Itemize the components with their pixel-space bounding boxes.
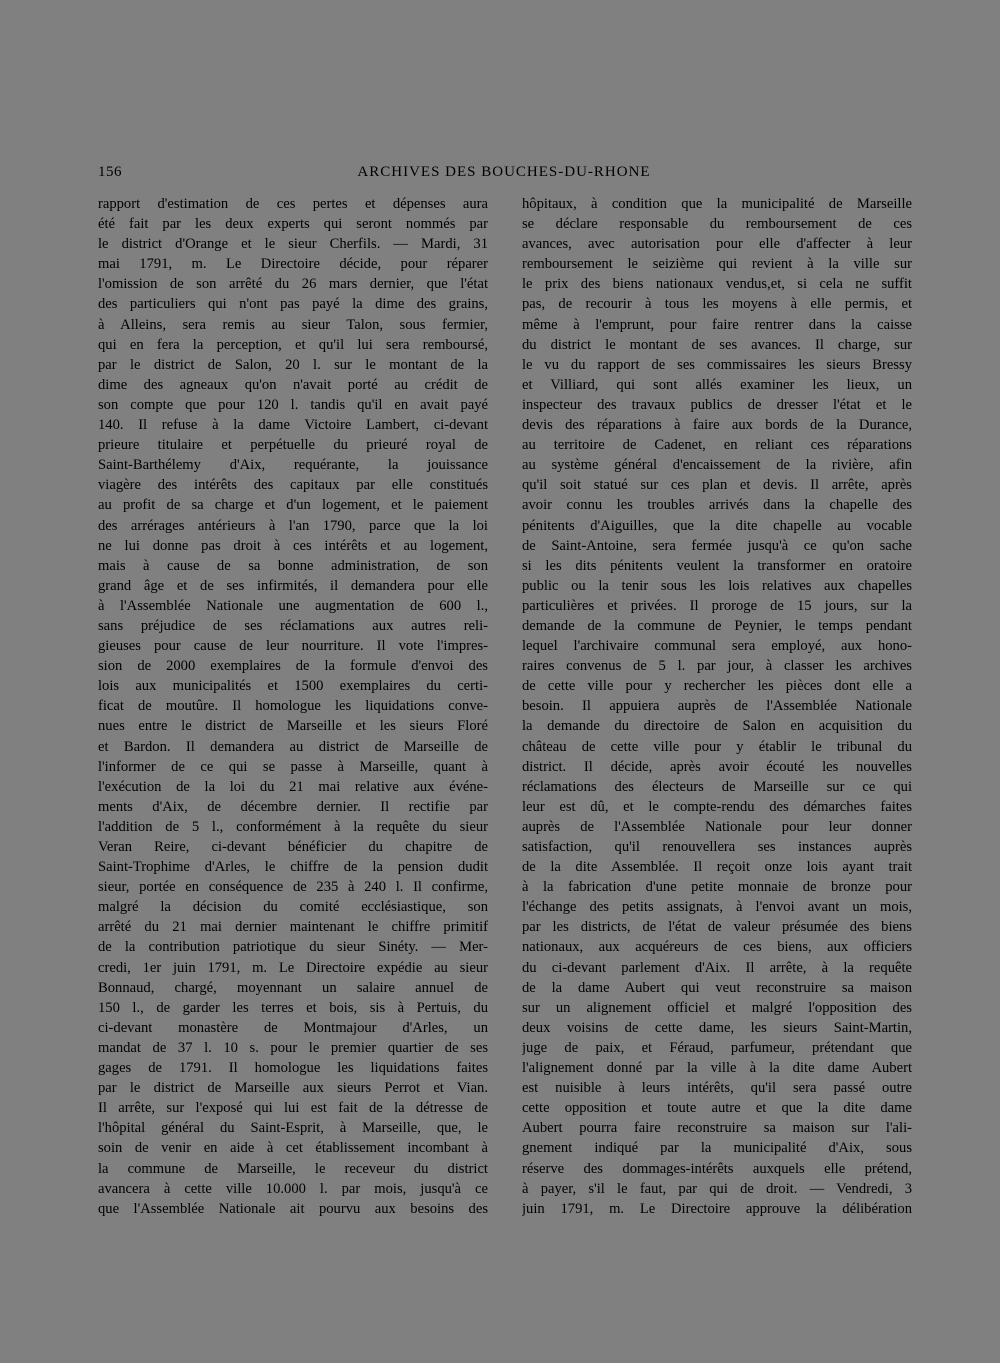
- text-line: credi, 1er juin 1791, m. Le Directoire expédie au sieur: [98, 959, 488, 976]
- text-line: lois aux municipalités et 1500 exemplaires du certi-: [98, 678, 488, 695]
- text-line: même à l'emprunt, pour faire rentrer dans la caisse: [522, 316, 912, 333]
- text-line: grand âge et de ses infirmités, il demandera pour elle: [98, 577, 488, 594]
- text-line: sans préjudice de ses réclamations aux autres reli-: [98, 617, 488, 634]
- running-title: ARCHIVES DES BOUCHES-DU-RHONE: [357, 164, 651, 180]
- text-line: juge de paix, et Féraud, parfumeur, prétendant que: [522, 1039, 912, 1056]
- text-line: réclamations des électeurs de Marseille sur ce qui: [522, 778, 912, 795]
- text-line: remboursement le seizième qui revient à la ville sur: [522, 256, 912, 273]
- text-line: nues entre le district de Marseille et les sieurs Floré: [98, 718, 488, 735]
- text-line: des arrérages antérieurs à l'an 1790, parce que la loi: [98, 517, 488, 534]
- text-line: l'omission de son arrêté du 26 mars dernier, que l'état: [98, 276, 488, 293]
- text-line: le district d'Orange et le sieur Cherfils. — Mardi, 31: [98, 236, 488, 253]
- text-line: gages de 1791. Il homologue les liquidations faites: [98, 1060, 488, 1077]
- text-line: sion de 2000 exemplaires de la formule d'envoi des: [98, 658, 488, 675]
- text-line: sieur, portée en conséquence de 235 à 240 l. Il confirme,: [98, 879, 488, 896]
- text-line: ficat de moutûre. Il homologue les liquidations conve-: [98, 698, 488, 715]
- text-line: de la dame Aubert qui veut reconstruire sa maison: [522, 979, 912, 996]
- text-line: des particuliers qui n'ont pas payé la dime des grains,: [98, 296, 488, 313]
- text-line: mai 1791, m. Le Directoire décide, pour réparer: [98, 256, 488, 273]
- text-line: l'échange des petits assignats, à l'envoi avant un mois,: [522, 899, 912, 916]
- text-line: sur un alignement officiel et malgré l'opposition des: [522, 999, 912, 1016]
- text-line: au territoire de Cadenet, en reliant ces réparations: [522, 437, 912, 454]
- text-line: gieuses pour cause de leur nourriture. Il vote l'impres-: [98, 638, 488, 655]
- text-line: qui en fera la perception, et qu'il lui sera remboursé,: [98, 336, 488, 353]
- text-line: hôpitaux, à condition que la municipalité de Marseille: [522, 196, 912, 212]
- text-line: par le district de Salon, 20 l. sur le montant de la: [98, 356, 488, 373]
- text-line: est nuisible à leurs intérêts, qu'il sera passé outre: [522, 1080, 912, 1097]
- left-text-column: [98, 194, 488, 1219]
- text-line: particulières et privées. Il proroge de 15 jours, sur la: [522, 597, 912, 614]
- text-line: si les dits pénitents veulent la transformer en oratoire: [522, 557, 912, 574]
- text-line: du ci-devant parlement d'Aix. Il arrête, à la requête: [522, 959, 912, 976]
- text-line: réserve des dommages-intérêts auxquels elle prétend,: [522, 1160, 912, 1177]
- text-line: gnement indiqué par la municipalité d'Aix, sous: [522, 1140, 912, 1157]
- text-line: la commune de Marseille, le receveur du district: [98, 1160, 488, 1177]
- page-number: 156: [98, 164, 122, 180]
- text-line: viagère des intérêts des capitaux par elle constitués: [98, 477, 488, 494]
- text-line: rapport d'estimation de ces pertes et dépenses aura: [98, 196, 488, 212]
- text-line: l'informer de ce qui se passe à Marseille, quant à: [98, 758, 488, 775]
- text-line: juin 1791, m. Le Directoire approuve la délibération: [522, 1200, 912, 1217]
- text-line: au système général d'encaissement de la rivière, afin: [522, 457, 912, 474]
- text-line: Saint-Trophime d'Arles, le chiffre de la pension dudit: [98, 859, 488, 876]
- text-line: à l'Assemblée Nationale une augmentation de 600 l.,: [98, 597, 488, 614]
- text-line: deux voisins de cette dame, les sieurs Saint-Martin,: [522, 1019, 912, 1036]
- text-line: inspecteur des travaux publics de dresser l'état et le: [522, 396, 912, 413]
- text-line: de la dite Assemblée. Il reçoit onze lois ayant trait: [522, 859, 912, 876]
- text-line: malgré la décision du comité ecclésiastique, son: [98, 899, 488, 916]
- text-line: prieure titulaire et perpétuelle du prieuré royal de: [98, 437, 488, 454]
- text-line: lequel l'archivaire communal sera employé, aux hono-: [522, 638, 912, 655]
- text-line: que l'Assemblée Nationale ait pourvu aux besoins des: [98, 1200, 488, 1217]
- text-line: besoin. Il appuiera auprès de l'Assemblée Nationale: [522, 698, 912, 715]
- text-line: pas, de recourir à tous les moyens à elle permis, et: [522, 296, 912, 313]
- text-line: à Alleins, sera remis au sieur Talon, sous fermier,: [98, 316, 488, 333]
- text-line: à payer, s'il le faut, par qui de droit. — Vendredi, 3: [522, 1180, 912, 1197]
- text-line: été fait par les deux experts qui seront nommés par: [98, 216, 488, 233]
- text-line: de Saint-Antoine, sera fermée jusqu'à ce qu'on sache: [522, 537, 912, 554]
- text-line: 150 l., de garder les terres et bois, sis à Pertuis, du: [98, 999, 488, 1016]
- text-line: leur est dû, et le compte-rendu des démarches faites: [522, 798, 912, 815]
- text-line: avances, avec autorisation pour elle d'affecter à leur: [522, 236, 912, 253]
- text-line: la demande du directoire de Salon en acquisition du: [522, 718, 912, 735]
- text-line: Aubert pourra faire reconstruire sa maison sur l'ali-: [522, 1120, 912, 1137]
- text-line: l'hôpital général du Saint-Esprit, à Marseille, que, le: [98, 1120, 488, 1137]
- text-line: mais à cause de sa bonne administration, de son: [98, 557, 488, 574]
- text-line: 140. Il refuse à la dame Victoire Lambert, ci-devant: [98, 417, 488, 434]
- page-header: [98, 164, 910, 186]
- text-line: satisfaction, qu'il renouvellera ses instances auprès: [522, 839, 912, 855]
- text-line: ci-devant monastère de Montmajour d'Arles, un: [98, 1019, 488, 1036]
- text-line: par le district de Marseille aux sieurs Perrot et Vian.: [98, 1080, 488, 1097]
- text-line: le vu du rapport de ses commissaires les sieurs Bressy: [522, 356, 912, 373]
- text-line: district. Il décide, après avoir écouté les nouvelles: [522, 758, 912, 775]
- text-line: et Villiard, qui sont allés examiner les lieux, un: [522, 376, 912, 393]
- text-line: à la fabrication d'une petite monnaie de bronze pour: [522, 879, 912, 896]
- text-line: devis des réparations à faire aux bords de la Durance,: [522, 417, 912, 434]
- text-line: auprès de l'Assemblée Nationale pour leur donner: [522, 818, 912, 835]
- text-line: son compte que pour 120 l. tandis qu'il en avait payé: [98, 396, 488, 413]
- text-line: pénitents d'Aiguilles, que la dite chapelle au vocable: [522, 517, 912, 534]
- text-line: de cette ville pour y rechercher les pièces dont elle a: [522, 678, 912, 695]
- text-line: de la contribution patriotique du sieur Sinéty. — Mer-: [98, 939, 488, 956]
- text-line: demande de la commune de Peynier, le temps pendant: [522, 617, 912, 634]
- text-line: le prix des biens nationaux vendus,et, si cela ne suffit: [522, 276, 912, 293]
- text-line: château de cette ville pour y établir le tribunal du: [522, 738, 912, 755]
- text-line: qu'il soit statué sur ces plan et devis. Il arrête, après: [522, 477, 912, 494]
- text-line: dime des agneaux qu'on n'avait porté au crédit de: [98, 376, 488, 393]
- text-line: au profit de sa charge et d'un logement, et le paiement: [98, 497, 488, 514]
- text-line: ne lui donne pas droit à ces intérêts et au logement,: [98, 537, 488, 554]
- text-line: raires convenus de 5 l. par jour, à classer les archives: [522, 658, 912, 675]
- text-line: Saint-Barthélemy d'Aix, requérante, la jouissance: [98, 457, 488, 474]
- text-line: l'exécution de la loi du 21 mai relative aux événe-: [98, 778, 488, 795]
- text-line: mandat de 37 l. 10 s. pour le premier quartier de ses: [98, 1039, 488, 1056]
- text-line: et Bardon. Il demandera au district de Marseille de: [98, 738, 488, 755]
- text-line: par les districts, de l'état de valeur présumée des biens: [522, 919, 912, 936]
- text-line: l'addition de 5 l., conformément à la requête du sieur: [98, 818, 488, 835]
- text-line: avoir connu les troubles arrivés dans la chapelle des: [522, 497, 912, 514]
- text-line: Il arrête, sur l'exposé qui lui est fait de la détresse de: [98, 1100, 488, 1117]
- text-line: cette opposition et toute autre et que la dite dame: [522, 1100, 912, 1117]
- right-text-column: [522, 194, 912, 1219]
- text-line: Veran Reire, ci-devant bénéficier du chapitre de: [98, 839, 488, 855]
- text-line: soin de venir en aide à cet établissement incombant à: [98, 1140, 488, 1157]
- text-line: Bonnaud, chargé, moyennant un salaire annuel de: [98, 979, 488, 996]
- text-line: se déclare responsable du remboursement de ces: [522, 216, 912, 233]
- text-line: public ou la tenir sous les lois relatives aux chapelles: [522, 577, 912, 594]
- text-line: arrêté du 21 mai dernier maintenant le chiffre primitif: [98, 919, 488, 936]
- text-line: nationaux, aux acquéreurs de ces biens, aux officiers: [522, 939, 912, 956]
- text-line: ments d'Aix, de décembre dernier. Il rectifie par: [98, 798, 488, 815]
- text-line: avancera à cette ville 10.000 l. par mois, jusqu'à ce: [98, 1180, 488, 1197]
- text-line: du district le montant de ses avances. Il charge, sur: [522, 336, 912, 353]
- text-line: l'alignement donné par la ville à la dite dame Aubert: [522, 1060, 912, 1077]
